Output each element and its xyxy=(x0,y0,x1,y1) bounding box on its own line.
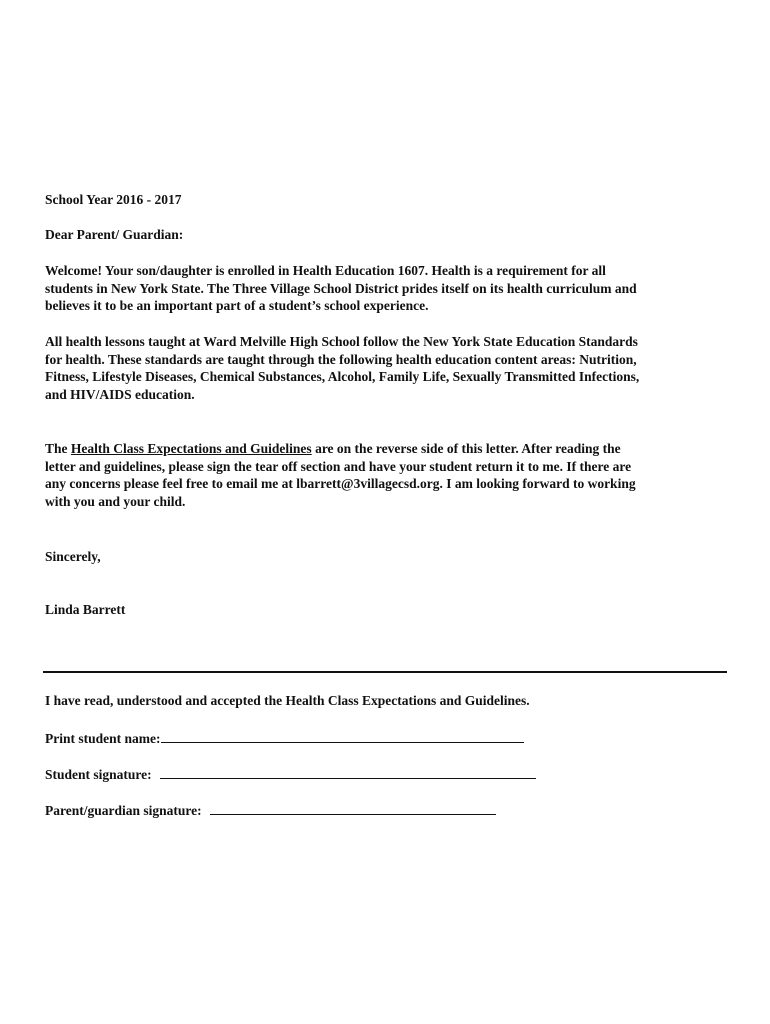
print-name-field[interactable] xyxy=(161,729,524,743)
student-signature-field[interactable] xyxy=(160,765,536,779)
student-signature-label: Student signature: xyxy=(45,767,152,782)
closing: Sincerely, xyxy=(45,549,101,564)
paragraph-line: All health lessons taught at Ward Melville High School follow the New York State Education Standards xyxy=(45,334,638,349)
print-name-label: Print student name: xyxy=(45,731,161,746)
paragraph-line: Fitness, Lifestyle Diseases, Chemical Substances, Alcohol, Family Life, Sexually Transmitted Infections, xyxy=(45,369,640,384)
parent-signature-label: Parent/guardian signature: xyxy=(45,803,202,818)
paragraph-line: students in New York State. The Three Village School District prides itself on its health curriculum and xyxy=(45,280,637,296)
paragraph-line: believes it to be an important part of a student’s school experience. xyxy=(45,298,429,313)
paragraph-line xyxy=(45,440,727,458)
print-name-row xyxy=(45,729,524,748)
parent-signature-field[interactable] xyxy=(210,801,496,815)
paragraph-line: for health. These standards are taught through the following health education content areas: Nutrition, xyxy=(45,351,637,367)
paragraph-line: any concerns please feel free to email me at lbarrett@3villagecsd.org. I am looking forward to working xyxy=(45,476,636,491)
paragraph-line: letter and guidelines, please sign the tear off section and have your student return it to me. If there are xyxy=(45,458,632,474)
guidelines-reference: Health Class Expectations and Guidelines xyxy=(70,441,312,456)
student-signature-row xyxy=(45,765,536,784)
acknowledgement-text: I have read, understood and accepted the Health Class Expectations and Guidelines. xyxy=(45,693,530,708)
paragraph-line: and HIV/AIDS education. xyxy=(45,386,195,402)
paragraph-welcome xyxy=(45,262,727,315)
parent-signature-row xyxy=(45,801,496,820)
paragraph-standards xyxy=(45,333,727,403)
paragraph-guidelines xyxy=(45,440,727,510)
tear-off-divider xyxy=(43,671,727,673)
author-signature: Linda Barrett xyxy=(45,602,126,617)
paragraph-line: Welcome! Your son/daughter is enrolled in Health Education 1607. Health is a requirement for all xyxy=(45,263,606,278)
paragraph-line: with you and your child. xyxy=(45,493,186,509)
text-prefix: The xyxy=(45,441,71,456)
greeting: Dear Parent/ Guardian: xyxy=(45,227,184,242)
text-suffix: are on the reverse side of this letter. After reading the xyxy=(311,441,621,456)
school-year: School Year 2016 - 2017 xyxy=(45,192,182,207)
